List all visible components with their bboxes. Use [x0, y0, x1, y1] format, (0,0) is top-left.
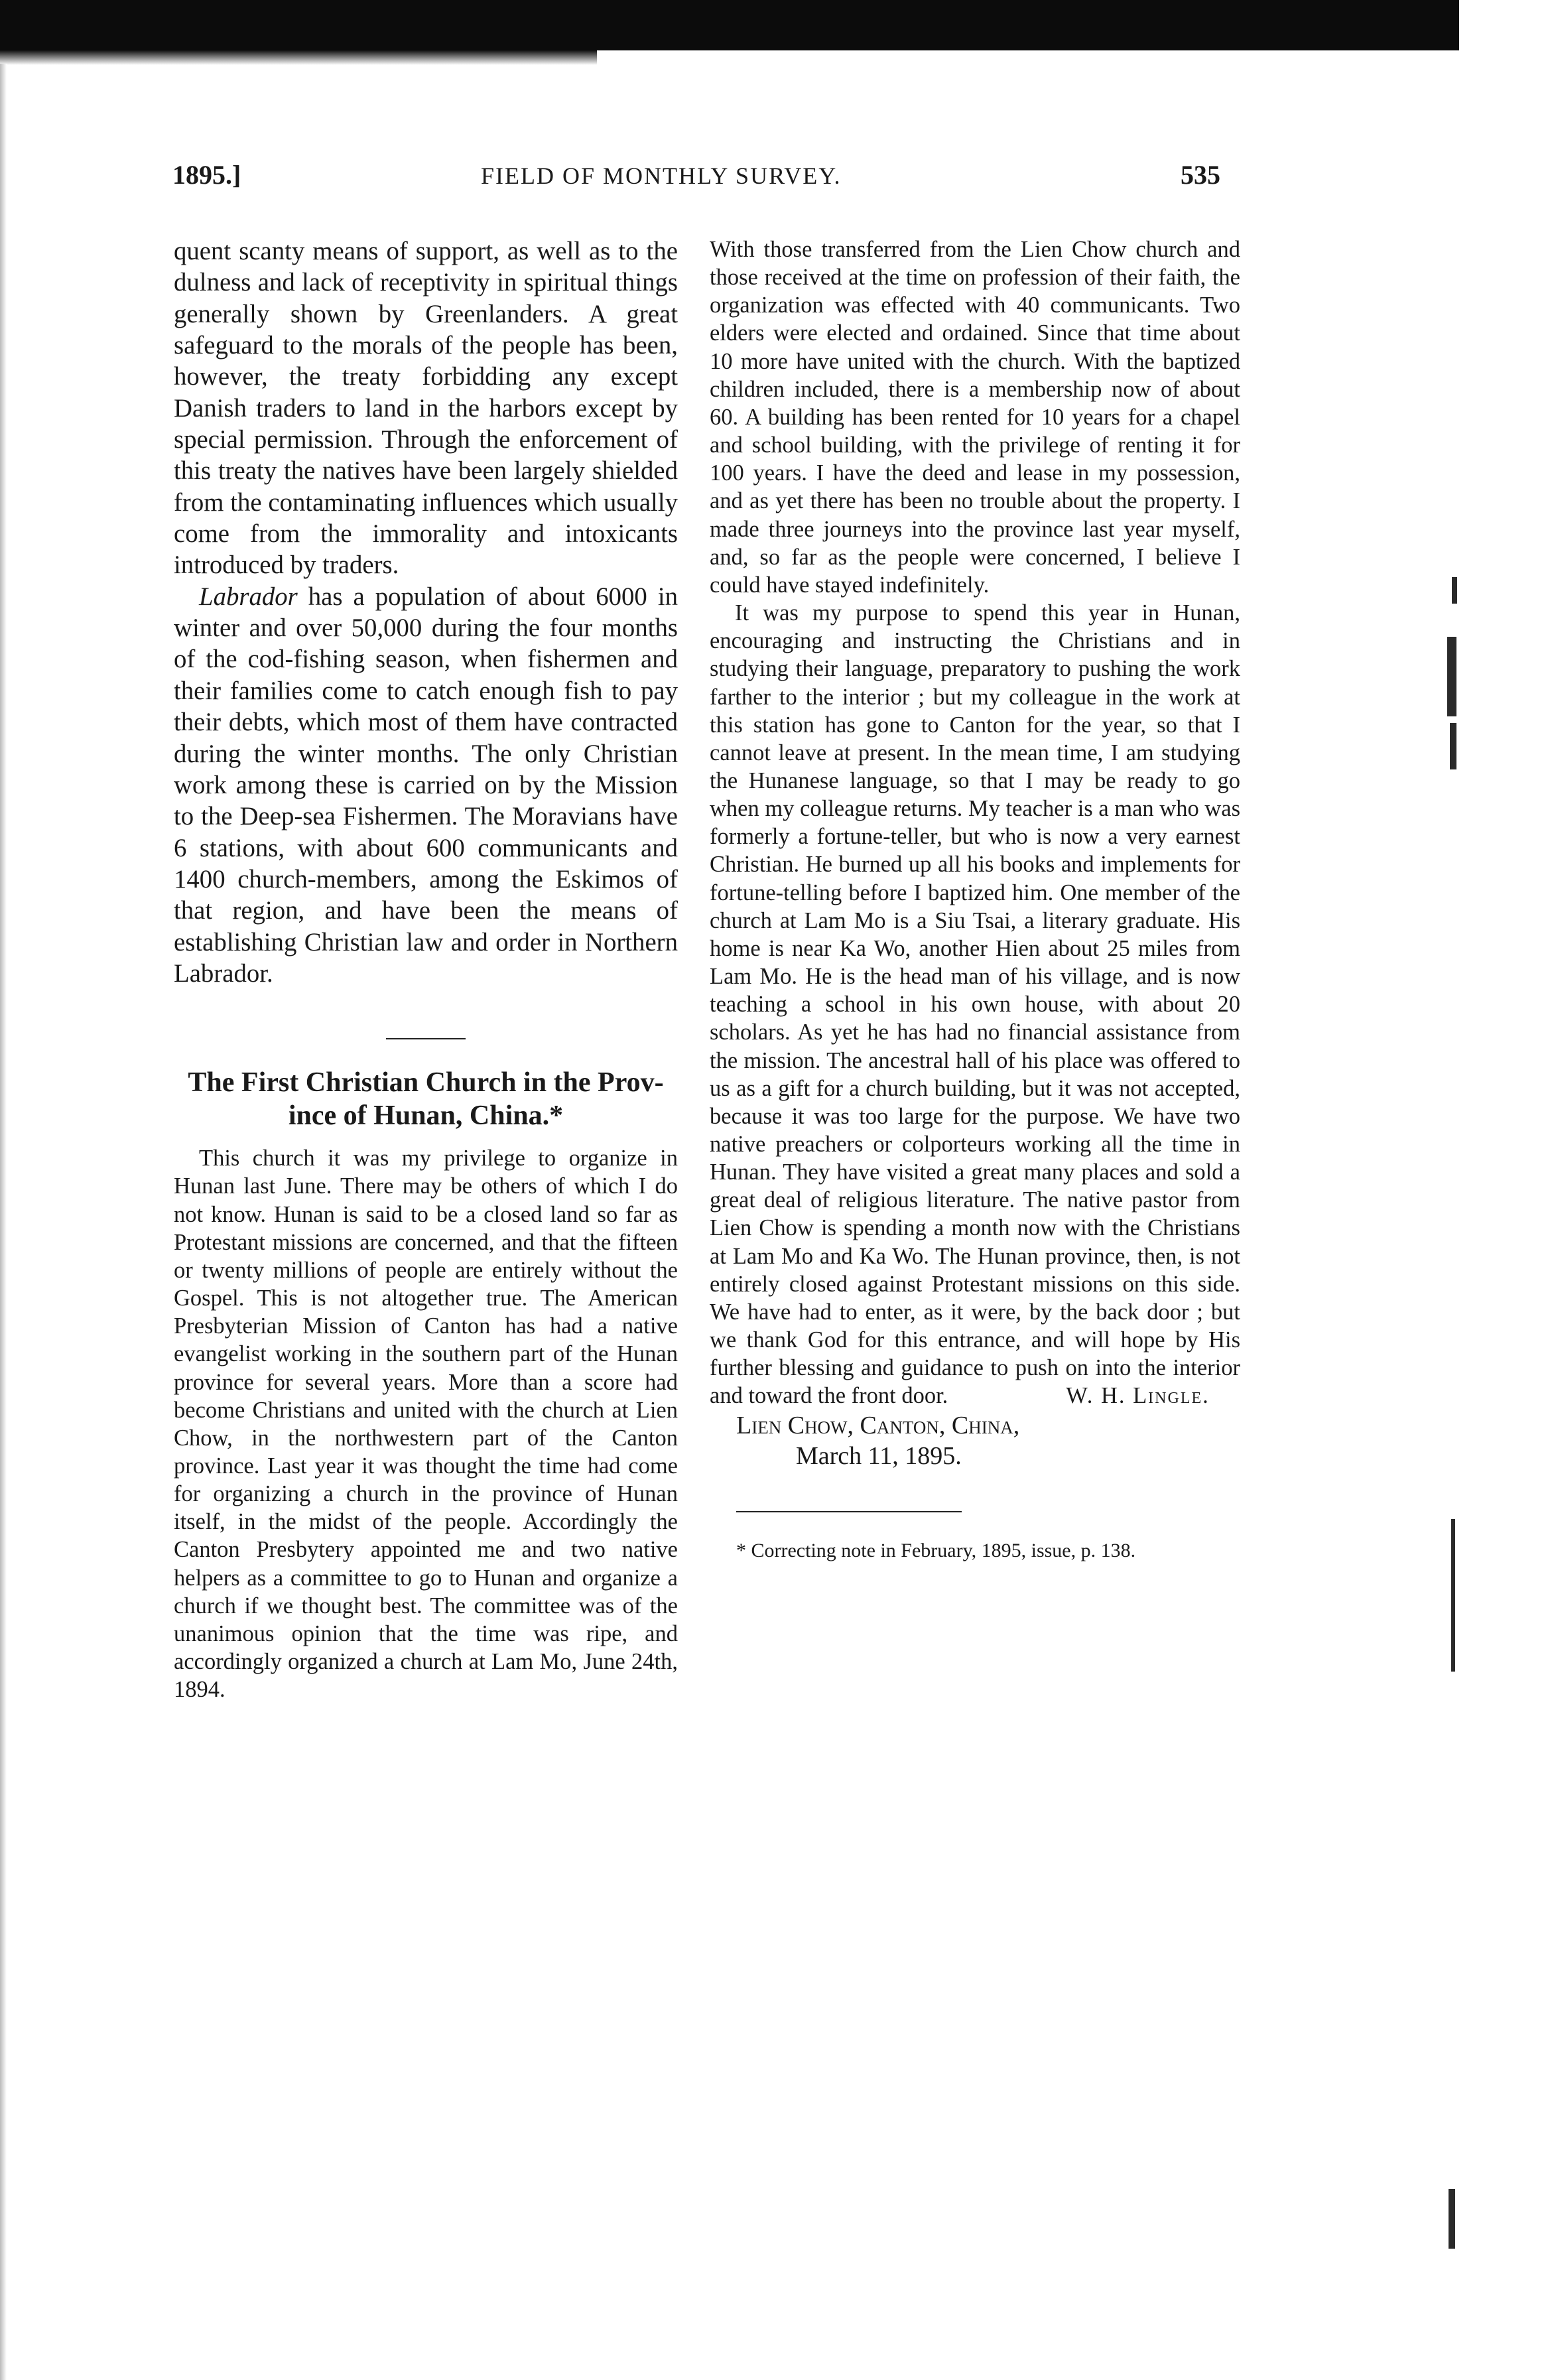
greenland-paragraph: quent scanty means of support, as well as to the dulness and lack of receptivity in spiritual things generally shown by Greenlanders. A great safeguard to the morals of the people has been, however, the treaty forbidding any except Danish traders to land in the harbors except by special permission. Through the enforcement of this treaty the natives have been largely shielded from the contaminating influences which usually come from the immorality and intoxicants introduced by traders.	[174, 237, 678, 580]
footnote-divider	[736, 1511, 962, 1512]
scan-black-border	[0, 0, 1459, 50]
article-title-line-2: ince of Hunan, China.*	[288, 1100, 564, 1132]
section-divider	[386, 1038, 466, 1039]
labrador-paragraph	[174, 581, 678, 989]
scan-left-edge	[0, 64, 7, 2380]
article-title	[174, 1066, 678, 1132]
footnote: * Correcting note in February, 1895, issue, p. 138.	[736, 1539, 1136, 1561]
scan-speck	[1449, 2189, 1455, 2249]
page-number: 535	[1181, 160, 1220, 190]
dateline-place: Lien Chow, Canton, China,	[736, 1411, 1020, 1439]
scan-speck	[1451, 1519, 1455, 1672]
scan-margin-marks	[1435, 0, 1548, 2380]
article-title-line-1: The First Christian Church in the Prov-	[188, 1067, 664, 1098]
right-column	[710, 235, 1240, 1563]
author-signature: W. H. Lingle.	[1066, 1383, 1210, 1409]
scan-speck	[1447, 637, 1456, 716]
scan-border-shadow	[0, 50, 597, 65]
article-opening-paragraph: This church it was my privilege to organize in Hunan last June. There may be others of which I do not know. Hunan is said to be a closed land so far as Protestant missions are concerned, and that the fifteen or twenty millions of people are entirely without the Gospel. This is not altogether true. The American Presbyterian Mission of Canton has had a native evangelist working in the southern part of the Hunan province for several years. More than a score had become Christians and united with the church at Lien Chow, in the northwestern part of the Canton province. Last year it was thought the time had come for organizing a church in the province of Hunan itself, in the midst of the people. Accordingly the Canton Presbytery appointed me and two native helpers as a committee to go to Hunan and organize a church if we thought best. The committee was of the unanimous opinion that the time was ripe, and accordingly organized a church at Lam Mo, June 24th, 1894.	[174, 1146, 678, 1703]
article-second-paragraph-text: It was my purpose to spend this year in Hunan, encouraging and instructing the Christians and in studying their language, preparatory to pushing the work farther to the interior ; but my colleague in the work at this station has gone to Canton for the year, so that I cannot leave at present. In the mean time, I am studying the Hunanese language, so that I may be ready to go when my colleague returns. My teacher is a man who was formerly a fortune-teller, but who is now a very earnest Christian. He burned up all his books and implements for fortune-telling before I baptized him. One member of the church at Lam Mo is a Siu Tsai, a literary graduate. His home is near Ka Wo, another Hien about 25 miles from Lam Mo. He is the head man of his village, and is now teaching a school in his own house, with about 20 scholars. As yet he has had no financial assistance from the mission. The ancestral hall of his place was offered to us as a gift for a church building, but it was not accepted, because it was too large for the purpose. We have two native preachers or colporteurs working all the time in Hunan. They have visited a great many places and sold a great deal of religious literature. The native pastor from Lien Chow is spending a month now with the Christians at Lam Mo and Ka Wo. The Hunan province, then, is not entirely closed against Protestant missions on this side. We have had to enter, as it were, by the back door ; but we thank God for this entrance, and will hope by His further blessing and guidance to push on into the interior and toward the front door.	[710, 600, 1240, 1409]
left-column	[174, 235, 678, 1703]
article-second-paragraph	[710, 599, 1240, 1410]
header-title: FIELD OF MONTHLY SURVEY.	[481, 163, 842, 189]
labrador-paragraph-text: has a population of about 6000 in winter and over 50,000 during the four months of the cod-fishing season, when fishermen and their families come to catch enough fish to pay their debts, which most of them have contracted during the winter months. The only Christian work among these is carried on by the Mission to the Deep-sea Fishermen. The Moravians have 6 stations, with about 600 communicants and 1400 church-members, among the Eskimos of that region, and have been the means of establishing Christian law and order in Northern Labrador.	[174, 582, 678, 988]
labrador-word: Labrador	[199, 582, 298, 611]
header-year: 1895.]	[172, 160, 241, 190]
scan-speck	[1450, 723, 1456, 769]
running-header	[172, 159, 1234, 199]
dateline-date: March 11, 1895.	[796, 1441, 962, 1470]
article-continued-paragraph: With those transferred from the Lien Chow church and those received at the time on profession of their faith, the organization was effected with 40 communicants. Two elders were elected and ordained. Since that time about 10 more have united with the church. With the baptized children included, there is a membership now of about 60. A building has been rented for 10 years for a chapel and school building, with the privilege of renting it for 100 years. I have the deed and lease in my possession, and as yet there has been no trouble about the property. I made three journeys into the province last year myself, and, so far as the people were concerned, I believe I could have stayed indefinitely.	[710, 237, 1240, 598]
scan-top-band	[0, 0, 1548, 64]
scan-speck	[1452, 577, 1457, 604]
